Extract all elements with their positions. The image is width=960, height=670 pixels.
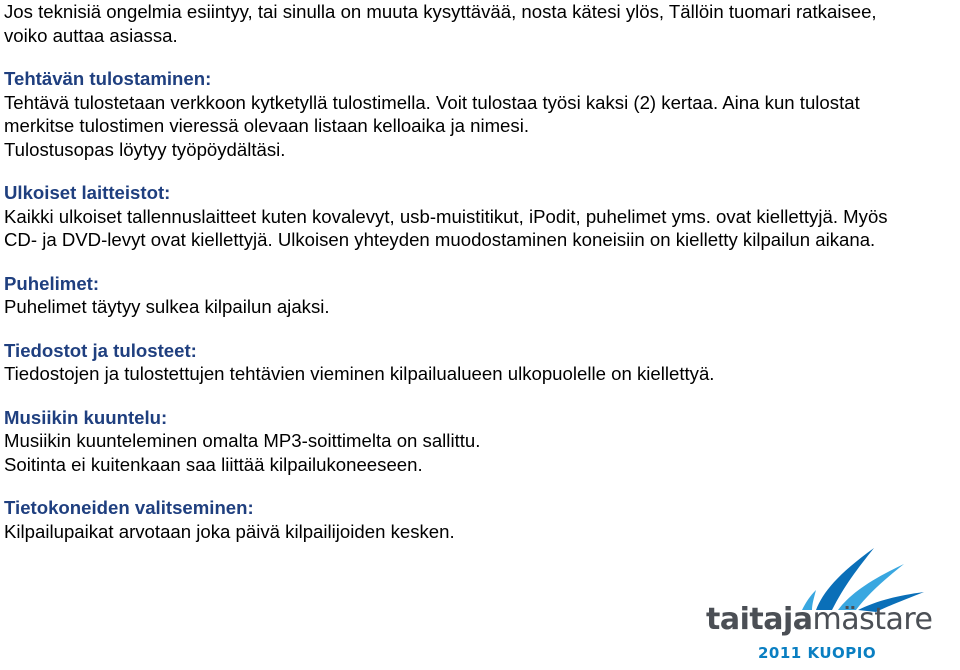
section-line: CD- ja DVD-levyt ovat kiellettyjä. Ulkoisen yhteyden muodostaminen koneisiin on kielletty kilpailun aikana. — [4, 229, 876, 250]
section-line: Musiikin kuunteleminen omalta MP3-soittimelta on sallittu. — [4, 430, 481, 451]
section-heading: Musiikin kuuntelu: — [4, 406, 168, 428]
section-printing — [4, 67, 956, 161]
section-external-devices — [4, 181, 956, 252]
section-files-prints — [4, 339, 956, 386]
wave-stroke-dark — [816, 548, 874, 610]
section-line: Tulostusopas löytyy työpöydältäsi. — [4, 138, 286, 160]
intro-line: voiko auttaa asiassa. — [4, 24, 178, 46]
section-computer-selection — [4, 496, 956, 543]
section-phones — [4, 272, 956, 319]
logo-word-bold: taitaja — [706, 602, 813, 637]
logo-subtitle: 2011 KUOPIO — [758, 644, 877, 662]
section-heading: Tehtävän tulostaminen: — [4, 68, 212, 89]
section-heading: Tiedostot ja tulosteet: — [4, 339, 197, 361]
section-line: Soitinta ei kuitenkaan saa liittää kilpailukoneeseen. — [4, 453, 423, 475]
section-heading: Ulkoiset laitteistot: — [4, 182, 171, 203]
taitajamastare-logo — [698, 544, 938, 664]
document-body — [4, 0, 956, 543]
section-line: merkitse tulostimen vieressä olevaan listaan kelloaika ja nimesi. — [4, 115, 529, 136]
intro-line: Jos teknisiä ongelmia esiintyy, tai sinulla on muuta kysyttävää, nosta kätesi ylös, Tällöin tuomari ratkaisee, — [4, 1, 877, 22]
section-line: Kaikki ulkoiset tallennuslaitteet kuten kovalevyt, usb-muistitikut, iPodit, puhelimet yms. ovat kiellettyjä. Myös — [4, 205, 888, 227]
section-heading: Puhelimet: — [4, 272, 100, 294]
logo-word-light: mästare — [812, 602, 933, 637]
logo-wordmark — [706, 602, 933, 637]
section-line: Puhelimet täytyy sulkea kilpailun ajaksi. — [4, 296, 330, 317]
section-heading: Tietokoneiden valitseminen: — [4, 497, 254, 518]
section-line: Tehtävä tulostetaan verkkoon kytketyllä tulostimella. Voit tulostaa työsi kaksi (2) kertaa. Aina kun tulostat — [4, 91, 860, 113]
section-line: Kilpailupaikat arvotaan joka päivä kilpailijoiden kesken. — [4, 520, 455, 542]
section-line: Tiedostojen ja tulostettujen tehtävien vieminen kilpailualueen ulkopuolelle on kiellettyä. — [4, 363, 715, 384]
section-music — [4, 406, 956, 477]
intro-paragraph — [4, 0, 956, 47]
